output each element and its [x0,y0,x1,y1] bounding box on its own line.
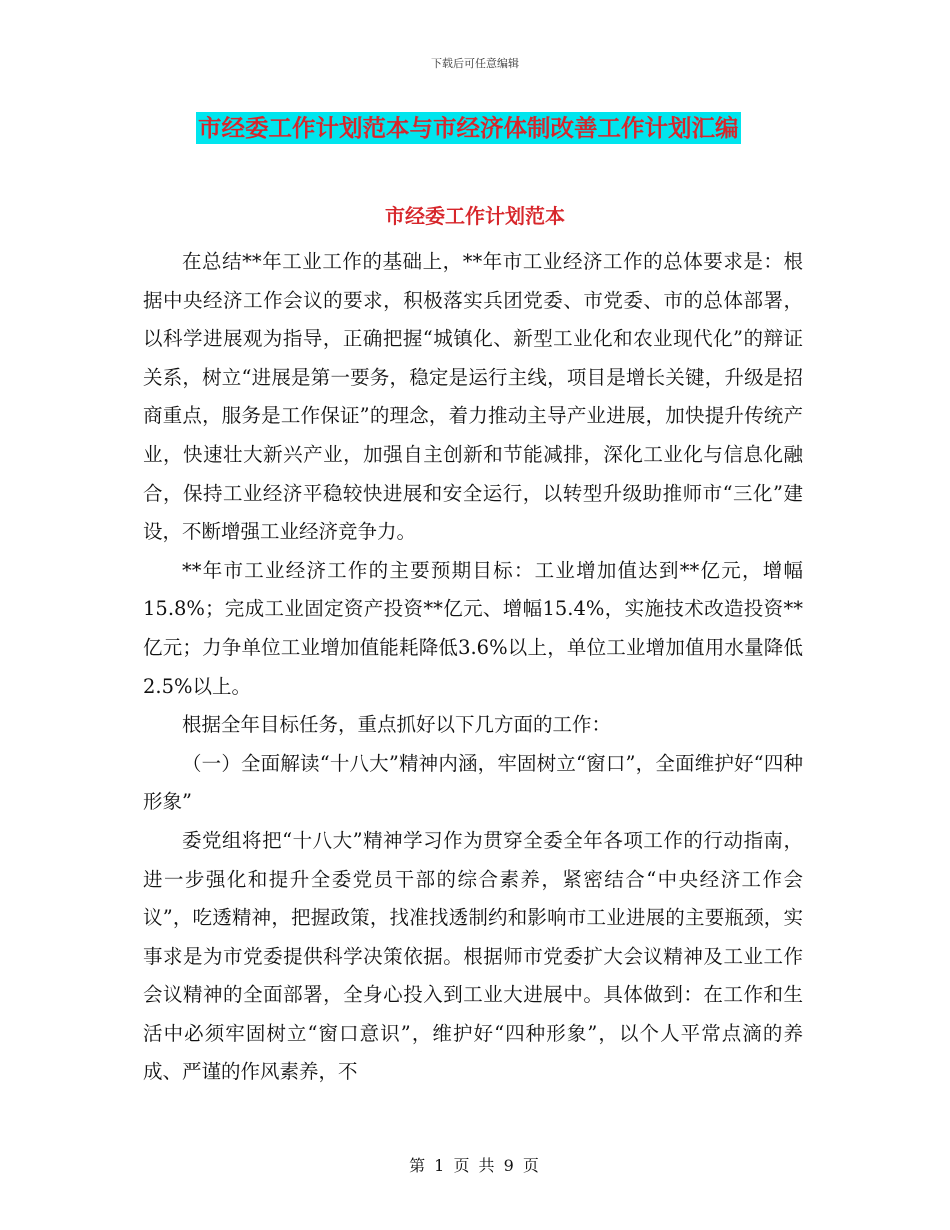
paragraph: （一）全面解读“十八大”精神内涵，牢固树立“窗口”，全面维护好“四种形象” [143,751,803,814]
document-title: 市经委工作计划范本与市经济体制改善工作计划汇编 [198,114,739,142]
paragraph: 在总结**年工业工作的基础上，**年市工业经济工作的总体要求是：根据中央经济工作会议的要求，积极落实兵团党委、市党委、市的总体部署，以科学进展观为指导，正确把握“城镇化、新型工业化和农业现代化”的辩证关系，树立“进展是第一要务，稳定是运行主线，项目是增长关键，升级是招商重点，服务是工作保证”的理念，着力推动主导产业进展，加快提升传统产业，快速壮大新兴产业，加强自主创新和节能减排，深化工业化与信息化融合，保持工业经济平稳较快进展和安全运行，以转型升级助推师市“三化”建设，不断增强工业经济竞争力。 [143,250,803,544]
section-title: 市经委工作计划范本 [385,204,565,228]
paragraph: **年市工业经济工作的主要预期目标：工业增加值达到**亿元，增幅15.8%；完成工业固定资产投资**亿元、增幅15.4%，实施技术改造投资**亿元；力争单位工业增加值能耗降低3.6%以上，单位工业增加值用水量降低2.5%以上。 [143,558,803,698]
document-body [143,243,803,1092]
paragraph: 根据全年目标任务，重点抓好以下几方面的工作： [182,713,612,737]
paragraph: 委党组将把“十八大”精神学习作为贯穿全委全年各项工作的行动指南，进一步强化和提升全委党员干部的综合素养，紧密结合“中央经济工作会议”，吃透精神，把握政策，找准找透制约和影响市工业进展的主要瓶颈，实事求是为市党委提供科学决策依据。根据师市党委扩大会议精神及工业工作会议精神的全面部署，全身心投入到工业大进展中。具体做到：在工作和生活中必须牢固树立“窗口意识”，维护好“四种形象”，以个人平常点滴的养成、严谨的作风素养，不 [143,828,803,1084]
page-indicator: 第 1 页 共 9 页 [409,1156,541,1175]
header-note: 下载后可任意编辑 [431,57,519,70]
